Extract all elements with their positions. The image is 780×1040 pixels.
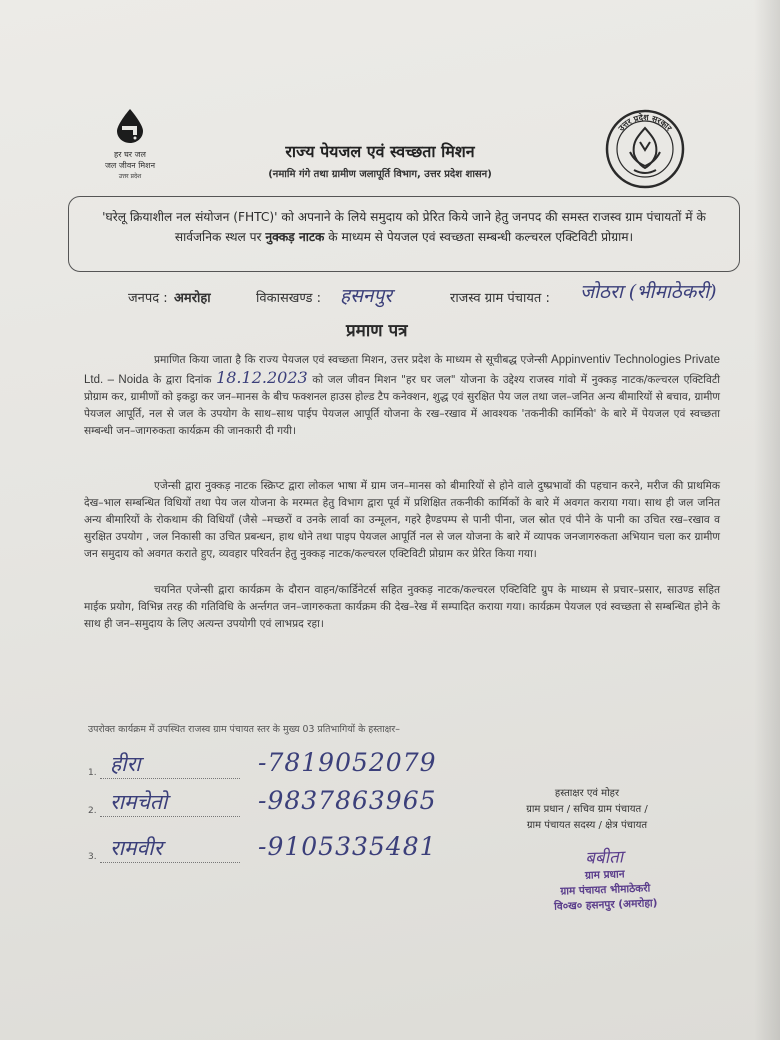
participant-phone: -7819052079 <box>258 748 437 777</box>
program-text-1: 'घरेलू क्रियाशील नल संयोजन (FHTC)' को अपनाने के लिये समुदाय को प्रेरित किये जाने हेतु जनपद की समस्त राजस्व ग्राम पंचायतों में के सार्वजनिक स्थल पर <box>102 210 706 244</box>
logo-tagline-3: उत्तर प्रदेश <box>118 173 142 180</box>
district-value: अमरोहा <box>174 291 211 306</box>
participant-signature: रामचेतो <box>110 790 168 814</box>
panchayat-value-handwritten: जोठरा (भीमाठेकरी) <box>580 281 717 303</box>
pradhan-stamp <box>529 845 681 916</box>
participant-1 <box>88 748 508 784</box>
page-shadow <box>754 0 780 1040</box>
agency-name: Appinventiv Technologies Private Ltd. – Noida <box>84 354 721 386</box>
block-value-handwritten: हसनपुर <box>340 285 393 307</box>
para1-part3: को जल जीवन मिशन "हर घर जल" योजना के उद्देश्य राजस्व गांवो में नुक्कड़ नाटक/कल्चरल एक्टिविटी प्रोग्राम कर, ग्रामीणों को इकट्ठा कर जन–मानस के बीच फक्शनल हाउस होल्ड टैप कनेक्शन, शुद्ध एवं सुरक्षित पेय जल तथा जल–जनित अन्य बीमारियों से बचाव, ग्रामीण पेयजल आपूर्ति, नल से जल के उपयोग के साथ–साथ पाईप पेयजल आपूर्ति योजना के रख–रखाव में आवश्यक 'तकनीकी कार्मिको' के बारे में पेयजल एवं स्वच्छता सम्बन्धी जन–जागरुकता कार्यक्रम की जानकारी दी गयी। <box>84 374 720 437</box>
date-handwritten: 18.12.2023 <box>216 368 308 387</box>
para2-text: एजेन्सी द्वारा नुक्कड़ नाटक स्क्रिप्ट द्वारा लोकल भाषा में ग्राम जन–मानस को बीमारियों से होने वाले दुष्प्रभावों की पहचान करने, मरीज की प्राथमिक देख–भाल सम्बन्धित विधियों तथा पेय जल योजना के मरम्मत हेतु विभाग द्वारा पूर्व में प्रशिक्षित तकनीकी कार्मिकों के बारे में अवगत कराया गया। साथ ही जल जनित अन्य बीमारियों के रोकथाम की विधियाँ (जैसे –मच्छरों व उनके लार्वा का उन्मूलन, गहरे हैण्डपम्प से पानी पीना, जल स्रोत एवं पीने के पानी का उचित रख–रखाव व सुरक्षित उपयोग , जल निकासी का उचित प्रबन्धन, हाथ धोने तथा पाइप पेयजल आपूर्ति नल से जल योजना के बारे में व्यापक जनजागरुकता अभियान चला कर ग्रामीण जन समुदाय को अवगत कराते हुए, व्यवहार परिवर्तन हेतु नुक्कड़ नाटक/कल्चरल एक्टिविटी प्रोग्राम कर प्रेरित किया गया। <box>84 480 720 560</box>
participant-phone: -9837863965 <box>258 786 437 815</box>
participant-number: 3. <box>88 852 97 862</box>
signatory-line-2: ग्राम प्रधान / सचिव ग्राम पंचायत / <box>526 804 648 815</box>
participant-3 <box>88 832 508 868</box>
mission-title: राज्य पेयजल एवं स्वच्छता मिशन <box>285 142 475 161</box>
stamp-line-2: ग्राम पंचायत भीमाठेकरी <box>560 882 651 898</box>
para1-part1: प्रमाणित किया जाता है कि राज्य पेयजल एवं स्वच्छता मिशन, उत्तर प्रदेश के माध्यम से सूचीबद्ध एजेन्सी <box>154 354 552 366</box>
panchayat-label: राजस्व ग्राम पंचायत : <box>450 291 550 306</box>
stamp-line-1: ग्राम प्रधान <box>584 868 625 882</box>
para1-part2: के द्वारा दिनांक <box>148 374 217 386</box>
participant-phone: -9105335481 <box>258 832 437 861</box>
location-row <box>128 281 778 310</box>
program-text-2: के माध्यम से पेयजल एवं स्वच्छता सम्बन्धी कल्चरल एक्टिविटी प्रोग्राम। <box>324 230 634 244</box>
district-label: जनपद : <box>128 291 168 306</box>
signatory-block <box>492 786 682 834</box>
participants-intro: उपरोक्त कार्यक्रम में उपस्थित राजस्व ग्राम पंचायत स्तर के मुख्य 03 प्रतिभागियों के हस्ताक्षर– <box>88 724 400 735</box>
program-description-box <box>68 196 740 272</box>
para3-text: चयनित एजेन्सी द्वारा कार्यक्रम के दौरान वाहन/कार्डिनेटर्स सहित नुक्कड़ नाटक/कल्चरल एक्टिविटि ग्रुप के माध्यम से प्रचार–प्रसार, साउण्ड सहित माईक प्रयोग, विभिन्न तरह की गतिविधि के अर्न्तगत जन–जागरुकता कार्यक्रम की देख–रेख में सम्पादित कराया गया। कार्यक्रम पेयजल एवं स्वच्छता से सम्बन्धित होने के साथ ही जन–समुदाय के लिए अत्यन्त उपयोगी एवं लाभप्रद रहा। <box>84 584 720 630</box>
certificate-title: प्रमाण पत्र <box>346 321 408 341</box>
up-government-emblem <box>604 108 686 190</box>
pradhan-signature: बबीता <box>584 847 624 869</box>
paragraph-3 <box>84 582 720 633</box>
participant-number: 1. <box>88 768 97 778</box>
mission-subtitle: (नमामि गंगे तथा ग्रामीण जलापूर्ति विभाग, उत्तर प्रदेश शासन) <box>268 169 492 180</box>
participant-signature: हीरा <box>110 752 141 776</box>
stamp-line-3: वि०ख० हसनपुर (अमरोहा) <box>553 897 658 913</box>
signatory-line-3: ग्राम पंचायत सदस्य / क्षेत्र पंचायत <box>526 820 648 831</box>
block-label: विकासखण्ड : <box>256 291 322 306</box>
participant-signature: रामवीर <box>110 836 163 860</box>
participant-2 <box>88 786 508 822</box>
logo-tagline-1: हर घर जल <box>114 150 146 159</box>
paragraph-1 <box>84 352 720 440</box>
jal-jeevan-mission-logo <box>100 108 160 181</box>
water-drop-tap-icon <box>113 108 147 144</box>
up-emblem-icon <box>604 108 686 190</box>
logo-tagline-2: जल जीवन मिशन <box>104 161 156 170</box>
participant-number: 2. <box>88 806 97 816</box>
signatory-line-1: हस्ताक्षर एवं मोहर <box>554 788 620 799</box>
program-text-bold: नुक्कड़ नाटक <box>265 230 325 244</box>
emblem-arc-text: उत्तर प्रदेश सरकार <box>616 112 674 133</box>
paragraph-2 <box>84 478 720 563</box>
svg-text:उत्तर प्रदेश सरकार <box>616 112 674 134</box>
